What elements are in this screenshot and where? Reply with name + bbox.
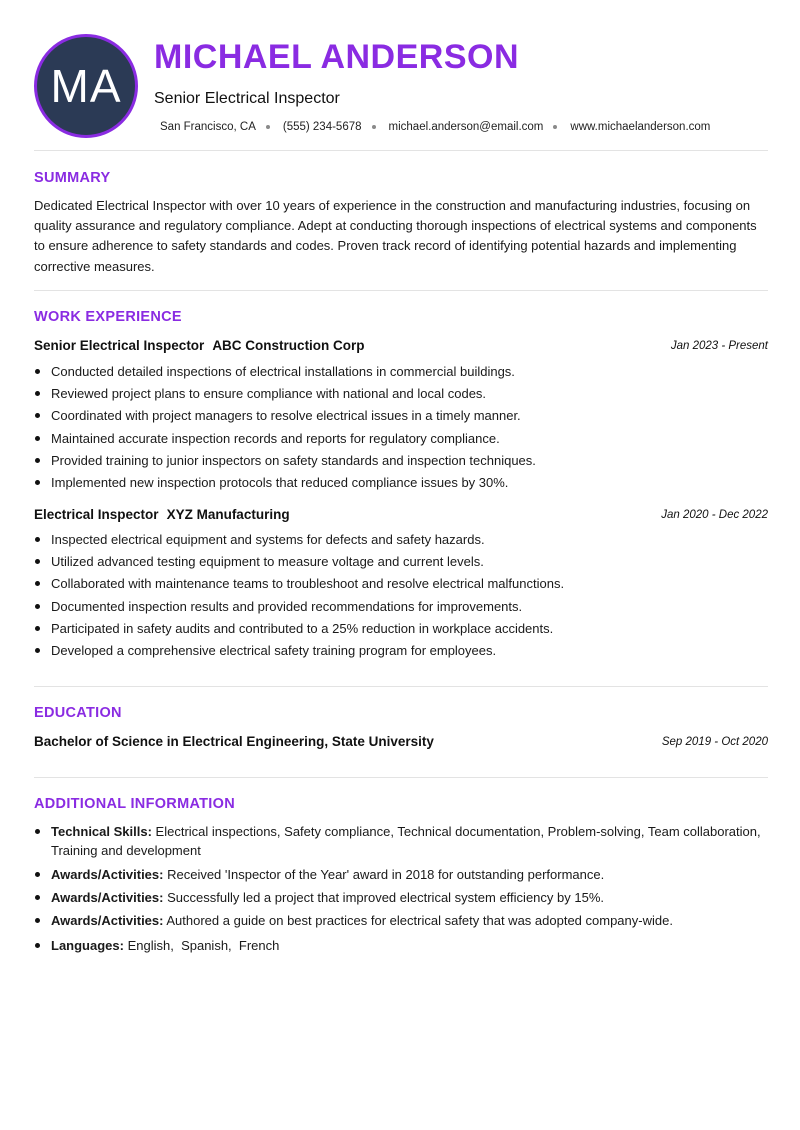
list-item: Implemented new inspection protocols that reduced compliance issues by 30%. xyxy=(51,474,761,496)
list-item: Conducted detailed inspections of electrical installations in commercial buildings. xyxy=(51,363,761,385)
separator-dot xyxy=(553,125,557,129)
education-degree: Bachelor of Science in Electrical Engineering, State University xyxy=(34,734,434,749)
list-item: Participated in safety audits and contributed to a 25% reduction in workplace accidents. xyxy=(51,620,761,642)
job-title-line xyxy=(34,507,290,522)
candidate-name: MICHAEL ANDERSON xyxy=(154,38,520,76)
contact-email[interactable]: michael.anderson@email.com xyxy=(388,121,544,133)
list-item: Provided training to junior inspectors on safety standards and inspection techniques. xyxy=(51,452,761,474)
section-divider xyxy=(34,686,768,687)
avatar-initials: MA xyxy=(50,60,122,112)
item-label: Awards/Activities: xyxy=(51,890,164,905)
item-text: Received 'Inspector of the Year' award in 2018 for outstanding performance. xyxy=(167,867,605,882)
education-entry xyxy=(34,734,768,752)
job-header xyxy=(34,507,768,525)
list-item xyxy=(51,822,761,860)
list-item: Collaborated with maintenance teams to troubleshoot and resolve electrical malfunctions. xyxy=(51,575,761,597)
item-label: Technical Skills: xyxy=(51,824,152,839)
contact-phone[interactable]: (555) 234-5678 xyxy=(282,121,362,133)
job-header xyxy=(34,338,768,356)
education-heading: EDUCATION xyxy=(34,705,122,721)
additional-list xyxy=(51,822,761,955)
list-item: Documented inspection results and provided recommendations for improvements. xyxy=(51,598,761,620)
item-text: Electrical inspections, Safety compliance, Technical documentation, Problem-solving, Team collaboration, Training and development xyxy=(51,824,761,858)
separator-dot xyxy=(266,125,270,129)
contact-row xyxy=(160,121,710,133)
contact-location: San Francisco, CA xyxy=(160,121,256,133)
section-divider xyxy=(34,777,768,778)
additional-heading: ADDITIONAL INFORMATION xyxy=(34,796,235,812)
list-item: Utilized advanced testing equipment to measure voltage and current levels. xyxy=(51,553,761,575)
list-item xyxy=(51,865,761,884)
candidate-role: Senior Electrical Inspector xyxy=(154,90,340,107)
item-text: English, Spanish, French xyxy=(127,938,280,953)
item-text: Successfully led a project that improved electrical system efficiency by 15%. xyxy=(167,890,604,905)
list-item: Maintained accurate inspection records and reports for regulatory compliance. xyxy=(51,430,761,452)
item-label: Awards/Activities: xyxy=(51,913,164,928)
item-label: Languages: xyxy=(51,938,124,953)
job-company: ABC Construction Corp xyxy=(212,338,365,353)
list-item xyxy=(51,936,761,955)
list-item: Coordinated with project managers to resolve electrical issues in a timely manner. xyxy=(51,407,761,429)
job-title-line xyxy=(34,338,365,353)
resume-header xyxy=(34,34,768,138)
item-text: Authored a guide on best practices for electrical safety that was adopted company-wide. xyxy=(166,913,673,928)
list-item xyxy=(51,911,761,930)
list-item xyxy=(51,888,761,907)
job-dates: Jan 2020 - Dec 2022 xyxy=(661,509,768,521)
job-dates: Jan 2023 - Present xyxy=(670,340,768,352)
section-divider xyxy=(34,290,768,291)
summary-text: Dedicated Electrical Inspector with over 10 years of experience in the construction and manufacturing industries, focusing on quality assurance and regulatory compliance. Adept at conducting thorough inspections of electrical systems and components to ensure adherence to safety standards and codes. Proven track record of identifying potential hazards and implementing corrective measures. xyxy=(34,198,757,274)
contact-website[interactable]: www.michaelanderson.com xyxy=(570,121,711,133)
list-item: Developed a comprehensive electrical safety training program for employees. xyxy=(51,642,761,664)
summary-heading: SUMMARY xyxy=(34,170,111,186)
job-bullet-list xyxy=(51,531,761,664)
job-company: XYZ Manufacturing xyxy=(166,507,290,522)
separator-dot xyxy=(372,125,376,129)
list-item: Reviewed project plans to ensure compliance with national and local codes. xyxy=(51,385,761,407)
job-title: Electrical Inspector xyxy=(34,507,159,522)
item-label: Awards/Activities: xyxy=(51,867,164,882)
avatar xyxy=(34,34,138,138)
section-divider xyxy=(34,150,768,151)
education-dates: Sep 2019 - Oct 2020 xyxy=(661,736,768,748)
job-bullet-list xyxy=(51,363,761,496)
experience-heading: WORK EXPERIENCE xyxy=(34,309,182,325)
job-title: Senior Electrical Inspector xyxy=(34,338,205,353)
list-item: Inspected electrical equipment and systems for defects and safety hazards. xyxy=(51,531,761,553)
